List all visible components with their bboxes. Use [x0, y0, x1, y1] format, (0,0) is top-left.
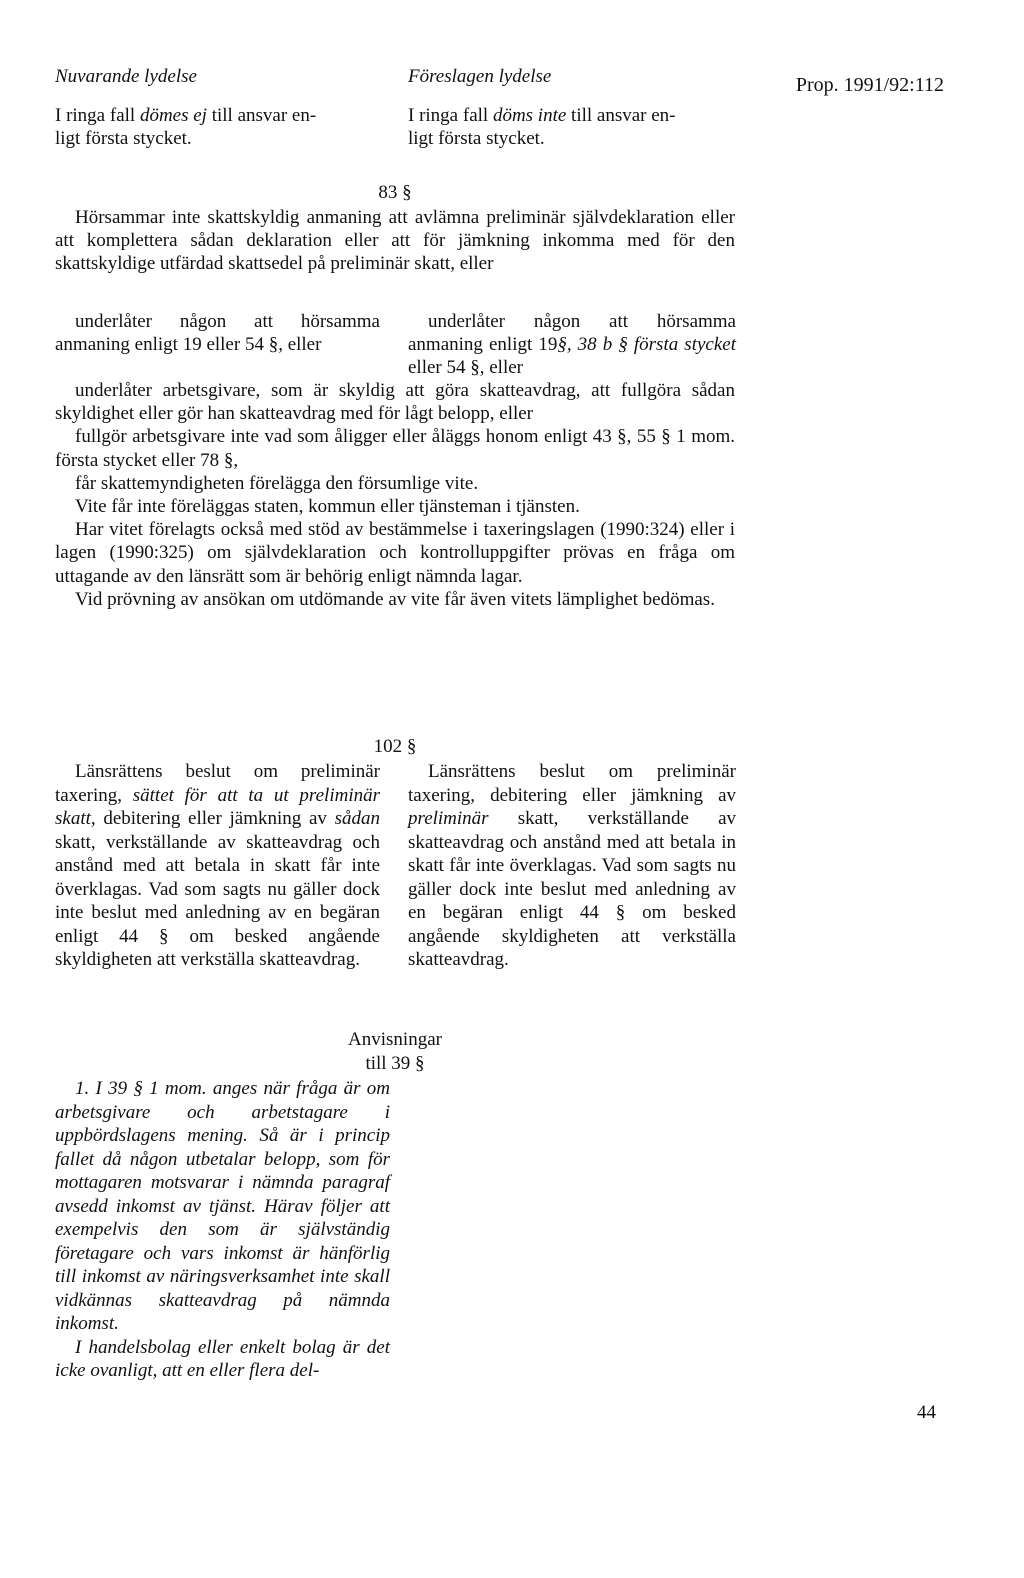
section-102-right: Länsrättens beslut om preliminär taxering, debitering eller jämkning av preliminär skatt, verkställande av skatteavdrag och anstånd med att betala in skatt får inte överklagas. Vad som sagts nu gäller dock inte beslut med anledning av en begäran enligt 44 § om besked angående skyldigheten att verkställa skatteavdrag. [408, 761, 736, 970]
anvisningar-text: 1. I 39 § 1 mom. anges när fråga är om arbetsgivare och arbetstagare i uppbördslagens mening. Så är i princip fallet då någon utbetalar belopp, som för mottagaren motsvarar i nämnda paragraf avsedd inkomst av tjänst. Härav följer att exempelvis den som är självständig företagare och vars inkomst är hänförlig till inkomst av näringsverksamhet inte skall vidkännas skatteavdrag på nämnda inkomst. I handelsbolag eller enkelt bolag är det icke ovanligt, att en eller flera del- [55, 1078, 390, 1381]
section-83-heading: 83 § [378, 182, 412, 203]
top-left-column: I ringa fall dömes ej till ansvar en- ligt första stycket. [55, 105, 317, 149]
top-right-column: I ringa fall döms inte till ansvar en- ligt första stycket. [408, 105, 676, 149]
anvisningar-heading: Anvisningar till 39 § [348, 1029, 442, 1074]
current-wording-header: Nuvarande lydelse [55, 66, 197, 87]
section-102-left: Länsrättens beslut om preliminär taxering, sättet för att ta ut preliminär skatt, debitering eller jämkning av sådan skatt, verkställande av skatteavdrag och anstånd med att betala in skatt får inte överklagas. Vad som sagts nu gäller dock inte beslut med anledning av en begäran enligt 44 § om besked angående skyldigheten att verkställa skatteavdrag. [55, 761, 380, 970]
page-number: 44 [917, 1402, 936, 1423]
proposition-reference: Prop. 1991/92:112 [795, 74, 944, 96]
section-83-body: underlåter arbetsgivare, som är skyldig att göra skatteavdrag, att fullgöra sådan skyldighet eller gör han skatteavdrag med för lågt belopp, eller fullgör arbetsgivare inte vad som åligger eller åläggs honom enligt 43 §, 55 § 1 mom. första stycket eller 78 §, får skattemyndigheten förelägga den försumlige vite. Vite får inte föreläggas staten, kommun eller tjänsteman i tjänsten. Har vitet förelagts också med stöd av bestämmelse i taxeringslagen (1990:324) eller i lagen (1990:325) om självdeklaration och kontrolluppgifter prövas en fråga om uttagande av den länsrätt som är behörig enligt nämnda lagar. Vid prövning av ansökan om utdömande av vite får även vitets lämplighet bedömas. [55, 380, 735, 610]
section-83-left-clause: underlåter någon att hörsamma anmaning enligt 19 eller 54 §, eller [55, 311, 380, 355]
section-102-heading: 102 § [373, 736, 417, 757]
proposed-wording-header: Föreslagen lydelse [408, 66, 552, 87]
section-83-intro: Hörsammar inte skattskyldig anmaning att avlämna preliminär självdeklaration eller att komplettera sådan deklaration eller att för jämkning inkomma med för den skattskyldige utfärdad skattsedel på preliminär skatt, eller [55, 207, 735, 275]
section-83-right-clause: underlåter någon att hörsamma anmaning enligt 19§, 38 b § första stycket eller 54 §, eller [408, 311, 736, 378]
